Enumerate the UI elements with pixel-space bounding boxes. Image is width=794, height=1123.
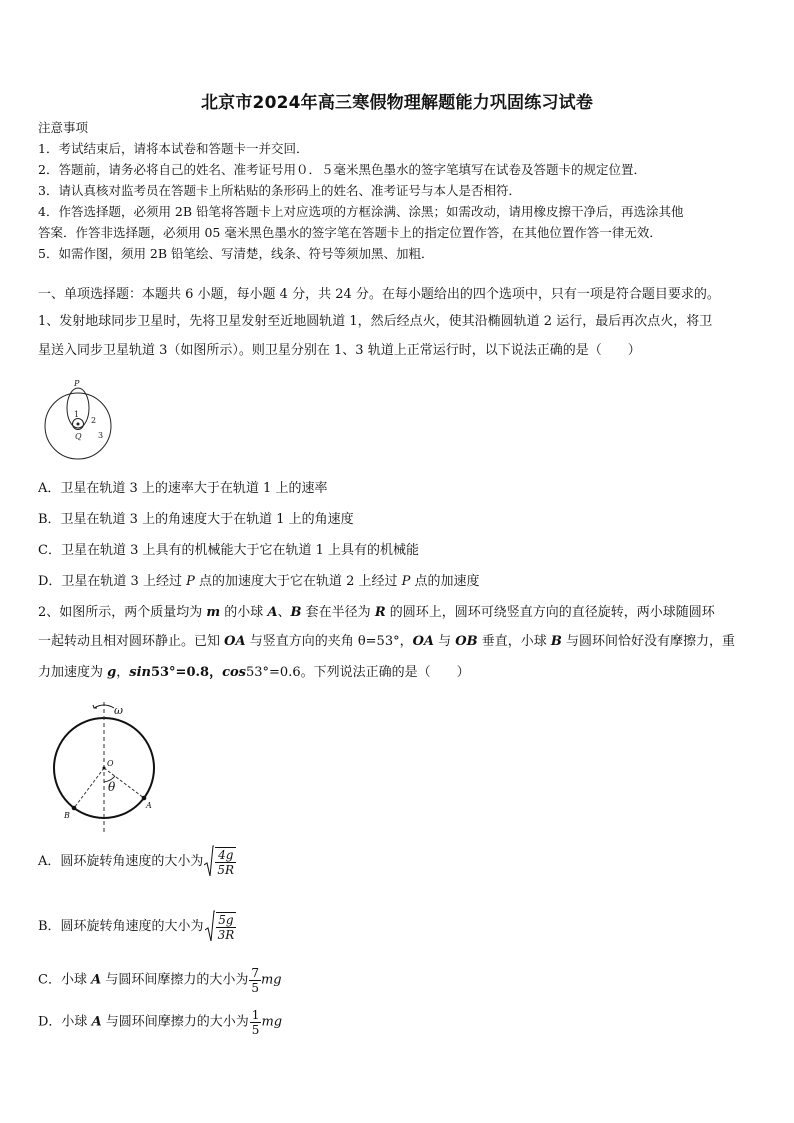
q1-option-b: B．卫星在轨道 3 上的角速度大于在轨道 1 上的角速度 xyxy=(38,512,354,527)
notice-item: 答案．作答非选择题，必须用 05 毫米黑色墨水的签字笔在答题卡上的指定位置作答，在其他位置作答一律无效． xyxy=(38,225,662,240)
sqrt-expression: $\frac{5g}{3R}$ xyxy=(205,910,237,944)
sqrt-expression: $\frac{4g}{5R}$ xyxy=(204,845,236,879)
center-o xyxy=(103,767,106,770)
label-theta: θ xyxy=(108,780,116,794)
orbit-3-circle xyxy=(45,393,111,459)
q1-option-a: A．卫星在轨道 3 上的速率大于在轨道 1 上的速率 xyxy=(38,481,328,496)
label-o: O xyxy=(107,759,114,768)
label-omega: ω xyxy=(114,704,123,717)
q2-stem-line: 力加速度为 g，sin53°=0.8，cos53°=0.6。下列说法正确的是（ ） xyxy=(38,665,470,680)
fraction: $\frac{1}{5}$ xyxy=(251,1008,260,1037)
label-b: B xyxy=(64,811,70,820)
label-p: P xyxy=(74,379,80,388)
notice-item: 5．如需作图，须用 2B 铅笔绘、写清楚，线条、符号等须加黑、加粗． xyxy=(38,246,434,261)
q2-option-c: C．小球 A 与圆环间摩擦力的大小为 $\frac{7}{5}$ mg xyxy=(38,966,282,995)
label-2: 2 xyxy=(91,416,97,425)
q1-option-c: C．卫星在轨道 3 上具有的机械能大于它在轨道 1 上具有的机械能 xyxy=(38,543,420,558)
q1-stem-line: 星送入同步卫星轨道 3（如图所示）。则卫星分别在 1、3 轨道上正常运行时，以下说法正确的是（ ） xyxy=(38,343,641,358)
q2-stem-line: 一起转动且相对圆环静止。已知 OA 与竖直方向的夹角 θ=53°，OA 与 OB 垂直，小球 B 与圆环间恰好没有摩擦力，重 xyxy=(38,634,735,649)
orbit-2-ellipse xyxy=(67,388,89,428)
exam-title: 北京市2024年高三寒假物理解题能力巩固练习试卷 xyxy=(200,93,594,113)
radius-ob xyxy=(74,768,104,808)
q1-stem-line: 1、发射地球同步卫星时，先将卫星发射至近地圆轨道 1，然后经点火，使其沿椭圆轨道 2 运行，最后再次点火，将卫 xyxy=(38,314,713,329)
q2-stem-line: 2、如图所示，两个质量均为 m 的小球 A、B 套在半径为 R 的圆环上，圆环可绕竖直方向的直径旋转，两小球随圆环 xyxy=(38,605,715,620)
notice-item: 3．请认真核对监考员在答题卡上所粘贴的条形码上的姓名、准考证号与本人是否相符． xyxy=(38,183,521,198)
notice-item: 4．作答选择题，必须用 2B 铅笔将答题卡上对应选项的方框涂满、涂黑；如需改动，请用橡皮擦干净后，再选涂其他 xyxy=(38,204,684,219)
label-q: Q xyxy=(75,432,82,441)
q2-option-a: A．圆环旋转角速度的大小为 $\frac{4g}{5R}$ xyxy=(38,845,236,879)
label-1: 1 xyxy=(74,410,80,419)
label-3: 3 xyxy=(98,431,104,440)
ball-b xyxy=(72,806,77,811)
notice-item: 2．答题前，请务必将自己的姓名、准考证号用０．５毫米黑色墨水的签字笔填写在试卷及答题卡的规定位置． xyxy=(38,162,646,177)
q1-orbit-figure xyxy=(38,376,124,464)
q1-option-d: D．卫星在轨道 3 上经过 P 点的加速度大于它在轨道 2 上经过 P 点的加速度 xyxy=(38,574,480,589)
label-a: A xyxy=(146,801,152,810)
q2-ring-figure xyxy=(48,698,160,836)
ball-a xyxy=(142,796,147,801)
q2-option-d: D．小球 A 与圆环间摩擦力的大小为 $\frac{1}{5}$ mg xyxy=(38,1008,283,1037)
q2-option-b: B．圆环旋转角速度的大小为 $\frac{5g}{3R}$ xyxy=(38,910,236,944)
section-heading: 一、单项选择题：本题共 6 小题，每小题 4 分，共 24 分。在每小题给出的四个选项中，只有一项是符合题目要求的。 xyxy=(38,287,720,302)
notice-item: 1．考试结束后，请将本试卷和答题卡一并交回． xyxy=(38,141,309,156)
notice-heading: 注意事项 xyxy=(38,120,89,135)
fraction: $\frac{7}{5}$ xyxy=(251,966,259,995)
earth-dot xyxy=(77,423,80,426)
